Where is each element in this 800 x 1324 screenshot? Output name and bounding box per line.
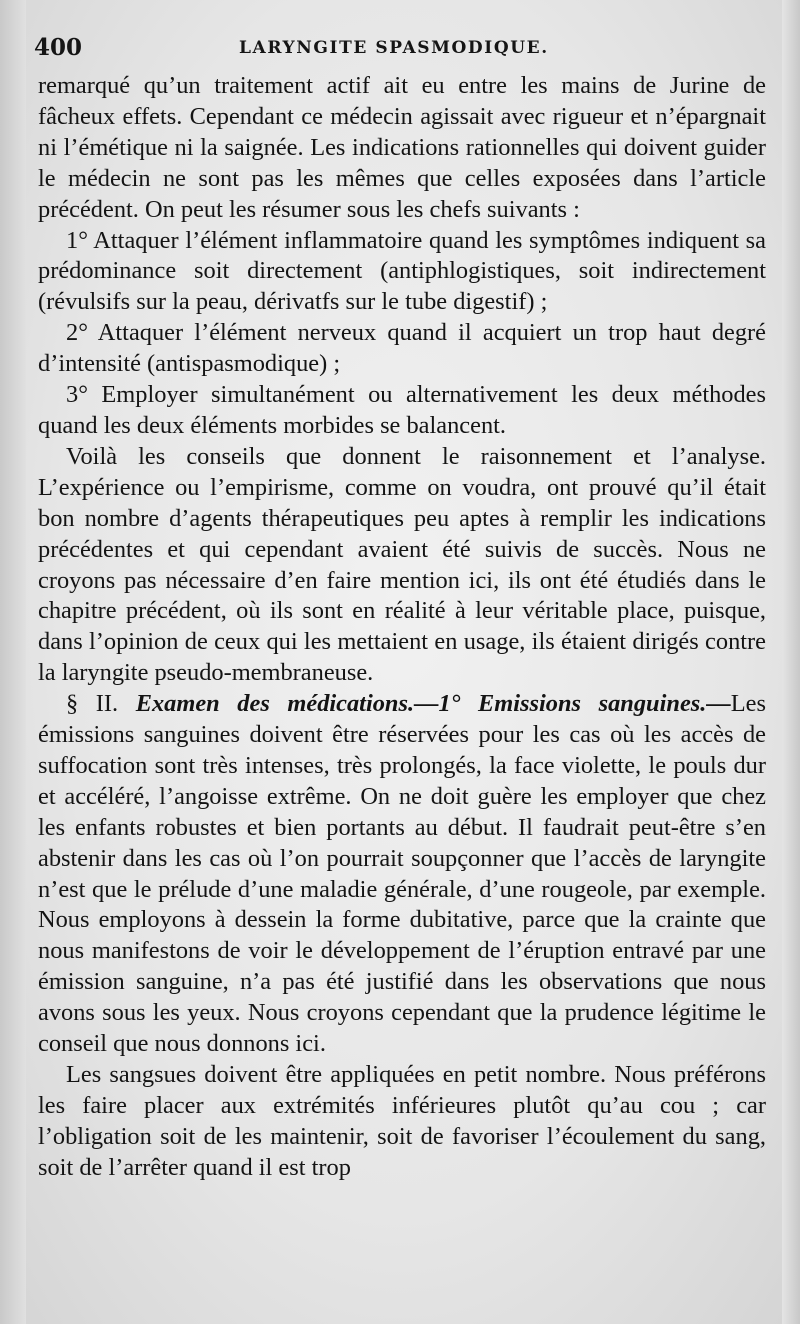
paragraph-item-2: 2° Attaquer l’élément nerveux quand il acquiert un trop haut degré d’intensité (antispasmodique) ;	[38, 319, 766, 378]
paragraph-sangsues: Les sangsues doivent être appliquées en petit nombre. Nous préférons les faire placer aux extrémités inférieures plutôt qu’au cou ; car l’obligation soit de les maintenir, soit de favoriser l’écoulement du sang, soit de l’arrêter quand il est trop	[38, 1061, 766, 1181]
paragraph-item-1: 1° Attaquer l’élément inflammatoire quand les symptômes indiquent sa prédominance soit directement (antiphlogistiques, soit indirectement (révulsifs sur la peau, dérivatfs sur le tube digestif) ;	[38, 226, 766, 316]
paragraph-continuation: remarqué qu’un traitement actif ait eu entre les mains de Jurine de fâcheux effets. Cependant ce médecin agissait avec rigueur et n’épargnait ni l’émétique ni la saignée. Les indications rationnelles qui doivent guider le médecin ne sont pas les mêmes que celles exposées dans l’article précédent. On peut les résumer sous les chefs suivants :	[38, 72, 766, 223]
body-text	[38, 71, 766, 1184]
paragraph-section-ii	[38, 689, 766, 1060]
section-body: Les émissions sanguines doivent être réservées pour les cas où les accès de suffocation sont très intenses, très prolongés, la face violette, le pouls dur et accéléré, l’angoisse extrême. On ne doit guère les employer que chez les enfants robustes et bien portants au début. Il faudrait peut-être s’en abstenir dans les cas où l’on pourrait soupçonner que l’accès de laryngite n’est que le prélude d’une maladie générale, d’une rougeole, par exemple. Nous employons à dessein la forme dubitative, parce que la crainte que nous manifestons de voir le développement de l’éruption entravé par une émission sanguine, n’a pas été justifié dans les observations que nous avons sous les yeux. Nous croyons cependant que la prudence légitime le conseil que nous donnons ici.	[38, 690, 766, 1058]
running-header	[34, 34, 766, 64]
running-title: LARYNGITE SPASMODIQUE.	[239, 38, 549, 58]
page-gutter-shadow	[0, 0, 26, 1324]
paragraph-item-3: 3° Employer simultanément ou alternativement les deux méthodes quand les deux éléments morbides se balancent.	[38, 381, 766, 439]
paragraph-conseils: Voilà les conseils que donnent le raisonnement et l’analyse. L’expérience ou l’empirisme, comme on voudra, ont prouvé qu’il était bon nombre d’agents thérapeutiques peu aptes à remplir les indications précédentes et qui cependant avaient été suivis de succès. Nous ne croyons pas nécessaire d’en faire mention ici, ils ont été étudiés dans le chapitre précédent, où ils sont en réalité à leur véritable place, puisque, dans l’opinion de ceux qui les mettaient en usage, ils étaient dirigés contre la laryngite pseudo-membraneuse.	[38, 442, 766, 687]
section-label: § II.	[66, 690, 119, 718]
section-title: Examen des médications.—1° Emissions sanguines.—	[135, 690, 731, 718]
page-number: 400	[34, 34, 83, 61]
page-edge-shadow	[782, 0, 800, 1324]
